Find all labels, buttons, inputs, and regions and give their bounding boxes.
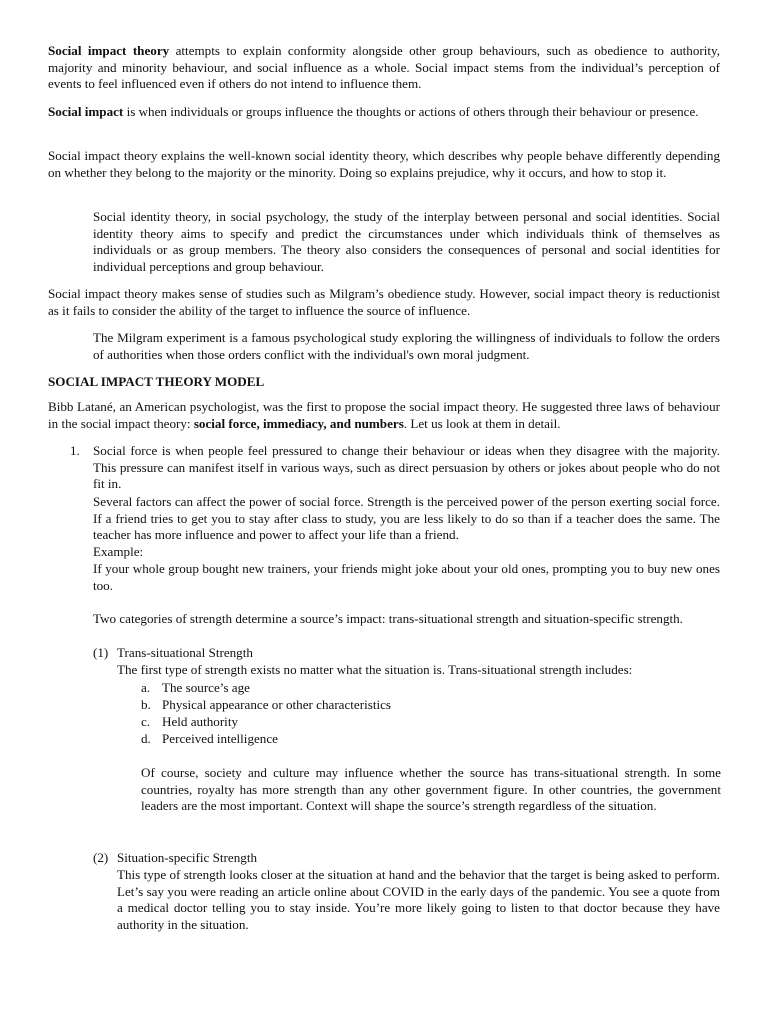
- example-label: Example:: [93, 544, 144, 559]
- item-social-force: Social force is when people feel pressured to change their behaviour or ideas when they disagree with the majority. This pressure can manifest itself in various ways, such as direct persuasion by others or jokes about people who do not fit in.: [93, 443, 720, 492]
- situation-specific-text: This type of strength looks closer at the situation at hand and the behavior that the target is being asked to perform. Let’s say you were reading an article online about COVID in the early days of the pandemic. You see a quote from a medical doctor telling you to stay inside. You’re more likely going to listen to that doctor because they have authority in the situation.: [117, 867, 720, 932]
- trans-situational-intro: The first type of strength exists no matter what the situation is. Trans-situational strength includes:: [117, 662, 633, 677]
- strength-categories: Two categories of strength determine a source’s impact: trans-situational strength and situation-specific strength.: [93, 611, 683, 626]
- sublist-number: (2): [93, 850, 109, 865]
- trans-situational-note: Of course, society and culture may influence whether the source has trans-situational strength. In some countries, royalty has more strength than any other government figure. In other countries, the government leaders are the most important. Context will shape the source’s strength regardless of the situation.: [141, 765, 721, 814]
- list-letter: d.: [141, 731, 151, 746]
- list-letter: a.: [141, 680, 151, 695]
- example-text: If your whole group bought new trainers, your friends might joke about your old ones, prompting you to buy new ones too.: [93, 561, 720, 593]
- subheading-trans-situational: Trans-situational Strength: [117, 645, 253, 660]
- list-item: Held authority: [162, 714, 238, 729]
- list-item: The source’s age: [162, 680, 250, 695]
- paragraph-definition: Social impact is when individuals or groups influence the thoughts or actions of others through their behaviour or presence.: [48, 104, 699, 119]
- list-letter: c.: [141, 714, 151, 729]
- paragraph-latane: Bibb Latané, an American psychologist, was the first to propose the social impact theory. He suggested three laws of behaviour in the social impact theory: social force, immediacy, and numbers. Let us look at them in detail.: [48, 399, 720, 431]
- quote-social-identity: Social identity theory, in social psychology, the study of the interplay between personal and social identities. Social identity theory aims to specify and predict the circumstances under which individuals think of themselves as individuals or as group members. The theory also considers the consequences of personal and social identities for individual perceptions and group behaviour.: [93, 209, 720, 274]
- key-term: Social impact theory: [48, 43, 170, 58]
- paragraph-milgram: Social impact theory makes sense of studies such as Milgram’s obedience study. However, social impact theory is reductionist as it fails to consider the ability of the target to influence the source of influence.: [48, 286, 720, 318]
- quote-milgram: The Milgram experiment is a famous psychological study exploring the willingness of individuals to follow the orders of authorities when those orders conflict with the individual's own moral judgment.: [93, 330, 720, 362]
- subheading-situation-specific: Situation-specific Strength: [117, 850, 258, 865]
- list-number: 1.: [70, 443, 80, 458]
- key-term: social identity theory: [294, 148, 406, 163]
- paragraph-intro: Social impact theory attempts to explain conformity alongside other group behaviours, such as obedience to authority, majority and minority behaviour, and social influence as a whole. Social impact stems from the individual’s perception of events to feel influenced even if others do not intend to influence them.: [48, 43, 720, 92]
- list-item: Perceived intelligence: [162, 731, 278, 746]
- item-strength: Several factors can affect the power of social force. Strength is the perceived power of the person exerting social force. If a friend tries to get you to stay after class to study, you are less likely to do so than if a teacher does the same. The teacher has more influence and power to affect your life than a friend.: [93, 494, 720, 543]
- list-letter: b.: [141, 697, 151, 712]
- paragraph-social-identity: Social impact theory explains the well-known social identity theory, which describes why people behave differently depending on whether they belong to the majority or the minority. Doing so explains prejudice, why it occurs, and how to stop it.: [48, 148, 720, 180]
- list-item: Physical appearance or other characteristics: [162, 697, 392, 712]
- key-term: Milgram’s obedience study: [329, 286, 473, 301]
- key-term: Social impact: [48, 104, 124, 119]
- sublist-number: (1): [93, 645, 109, 660]
- key-term: social force, immediacy, and numbers: [193, 415, 404, 431]
- section-heading: SOCIAL IMPACT THEORY MODEL: [48, 374, 265, 389]
